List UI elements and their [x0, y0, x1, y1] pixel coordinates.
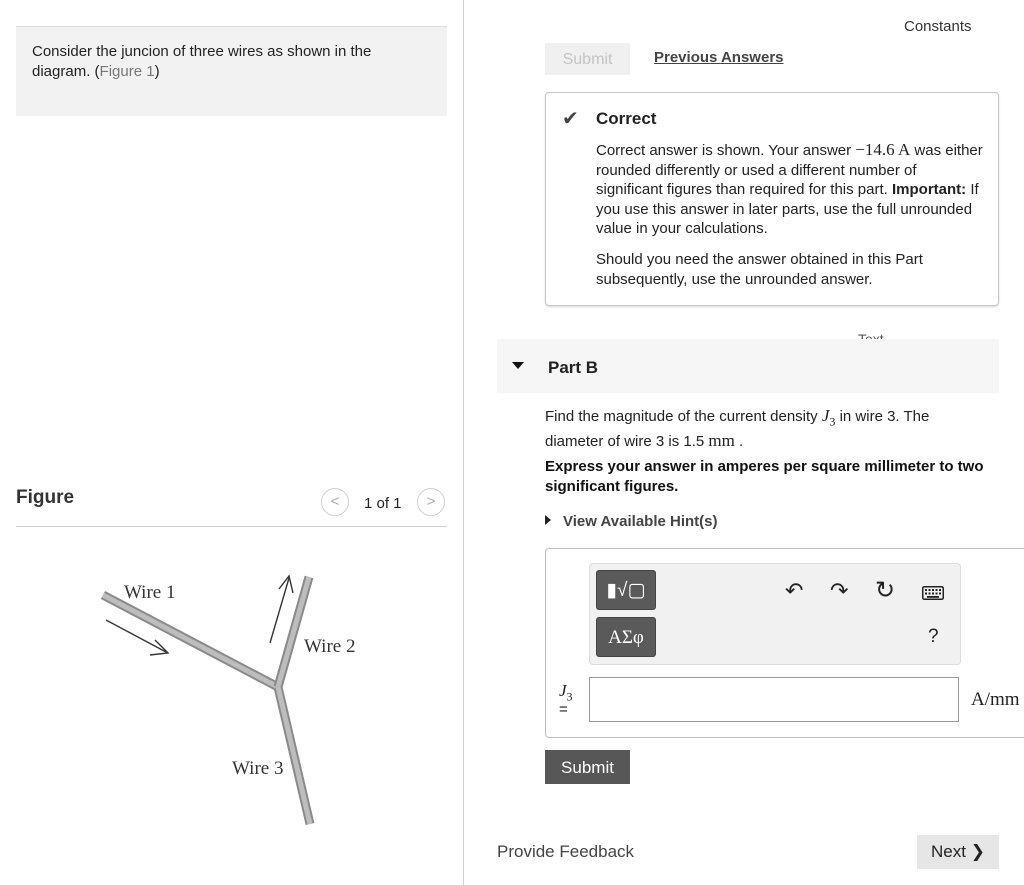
- next-label: Next: [931, 842, 966, 861]
- reset-icon[interactable]: ↻: [875, 577, 896, 604]
- feedback-answer-value: −14.6 A: [855, 140, 911, 159]
- undo-icon[interactable]: ↶: [785, 578, 804, 603]
- previous-answers-link[interactable]: Previous Answers: [654, 49, 784, 66]
- hint-label: View Available Hint(s): [563, 513, 718, 530]
- equals-sign: =: [559, 701, 568, 718]
- prev-figure-button[interactable]: [321, 488, 349, 516]
- wire-2-highlight: [278, 577, 309, 687]
- answer-unit: A/mm: [971, 689, 1020, 710]
- greek-symbols-button[interactable]: [596, 617, 656, 657]
- checkmark-icon: ✔: [562, 108, 579, 130]
- next-figure-button[interactable]: [417, 488, 445, 516]
- feedback-important-text: If you use this answer in later parts, use the full unrounded value in your calculations.: [596, 181, 979, 237]
- part-b-header[interactable]: [497, 339, 999, 393]
- feedback-important-label: Important:: [892, 181, 967, 198]
- answer-entry-panel: [545, 548, 1024, 738]
- intro-text: Consider the juncion of three wires as shown in the diagram. (: [32, 43, 372, 80]
- question-text-a: Find the magnitude of the current density: [545, 408, 818, 425]
- view-hints-toggle[interactable]: [545, 513, 718, 530]
- figure-divider: [16, 526, 447, 527]
- answer-instruction: Express your answer in amperes per square millimeter to two significant figures.: [545, 458, 984, 495]
- wire-1-highlight: [103, 595, 278, 687]
- feedback-message: [596, 140, 986, 239]
- chevron-left-icon: <: [330, 493, 340, 510]
- wire-1-label: Wire 1: [124, 582, 176, 603]
- caret-right-icon: [545, 515, 551, 525]
- part-b-title: Part B: [548, 358, 599, 377]
- chevron-right-icon: ❯: [970, 842, 985, 861]
- templates-button[interactable]: [596, 570, 656, 610]
- feedback-correct-box: [545, 92, 999, 306]
- figure-counter: 1 of 1: [364, 495, 402, 512]
- answer-input[interactable]: [589, 677, 959, 722]
- feedback-unrounded-note: Should you need the answer obtained in this Part subsequently, use the unrounded answer.: [596, 251, 923, 288]
- submit-button[interactable]: Submit: [545, 750, 630, 784]
- question-text: [545, 406, 985, 452]
- pane-divider[interactable]: [463, 0, 464, 885]
- wire-3-highlight: [278, 687, 310, 824]
- wire-2-label: Wire 2: [304, 636, 356, 657]
- answer-var-sub: 3: [566, 689, 573, 704]
- figure-link[interactable]: Figure 1: [99, 63, 155, 80]
- answer-var: J: [559, 681, 567, 700]
- chevron-right-icon: >: [426, 493, 436, 510]
- math-toolbar: [589, 563, 961, 665]
- redo-icon[interactable]: ↷: [830, 578, 849, 603]
- constants-link[interactable]: Constants: [904, 18, 972, 35]
- wire-junction-diagram: [16, 540, 447, 840]
- greek-icon: ΑΣφ: [608, 627, 644, 648]
- question-text-c: .: [739, 433, 744, 451]
- caret-down-icon: [512, 362, 524, 369]
- next-button[interactable]: [917, 835, 999, 869]
- question-text-b: in wire 3. The diameter of wire 3 is 1.5: [545, 408, 930, 451]
- question-var: J: [821, 406, 830, 425]
- help-button[interactable]: ?: [928, 626, 939, 647]
- figure-heading: Figure: [16, 487, 75, 508]
- keyboard-icon[interactable]: [922, 586, 944, 600]
- problem-intro: [16, 27, 447, 116]
- feedback-title: Correct: [596, 109, 657, 128]
- submit-button-disabled: Submit: [545, 43, 630, 75]
- wire-3-label: Wire 3: [232, 758, 284, 779]
- intro-text-end: ): [154, 63, 160, 80]
- feedback-text-b: was either rounded differently or used a different number of significant figures than required for this part.: [596, 142, 983, 198]
- question-unit: mm: [708, 431, 735, 451]
- templates-icon: ▮√▢: [606, 580, 646, 601]
- question-var-sub: 3: [829, 414, 836, 429]
- provide-feedback-link[interactable]: Provide Feedback: [497, 842, 635, 861]
- feedback-text-a: Correct answer is shown. Your answer: [596, 142, 852, 159]
